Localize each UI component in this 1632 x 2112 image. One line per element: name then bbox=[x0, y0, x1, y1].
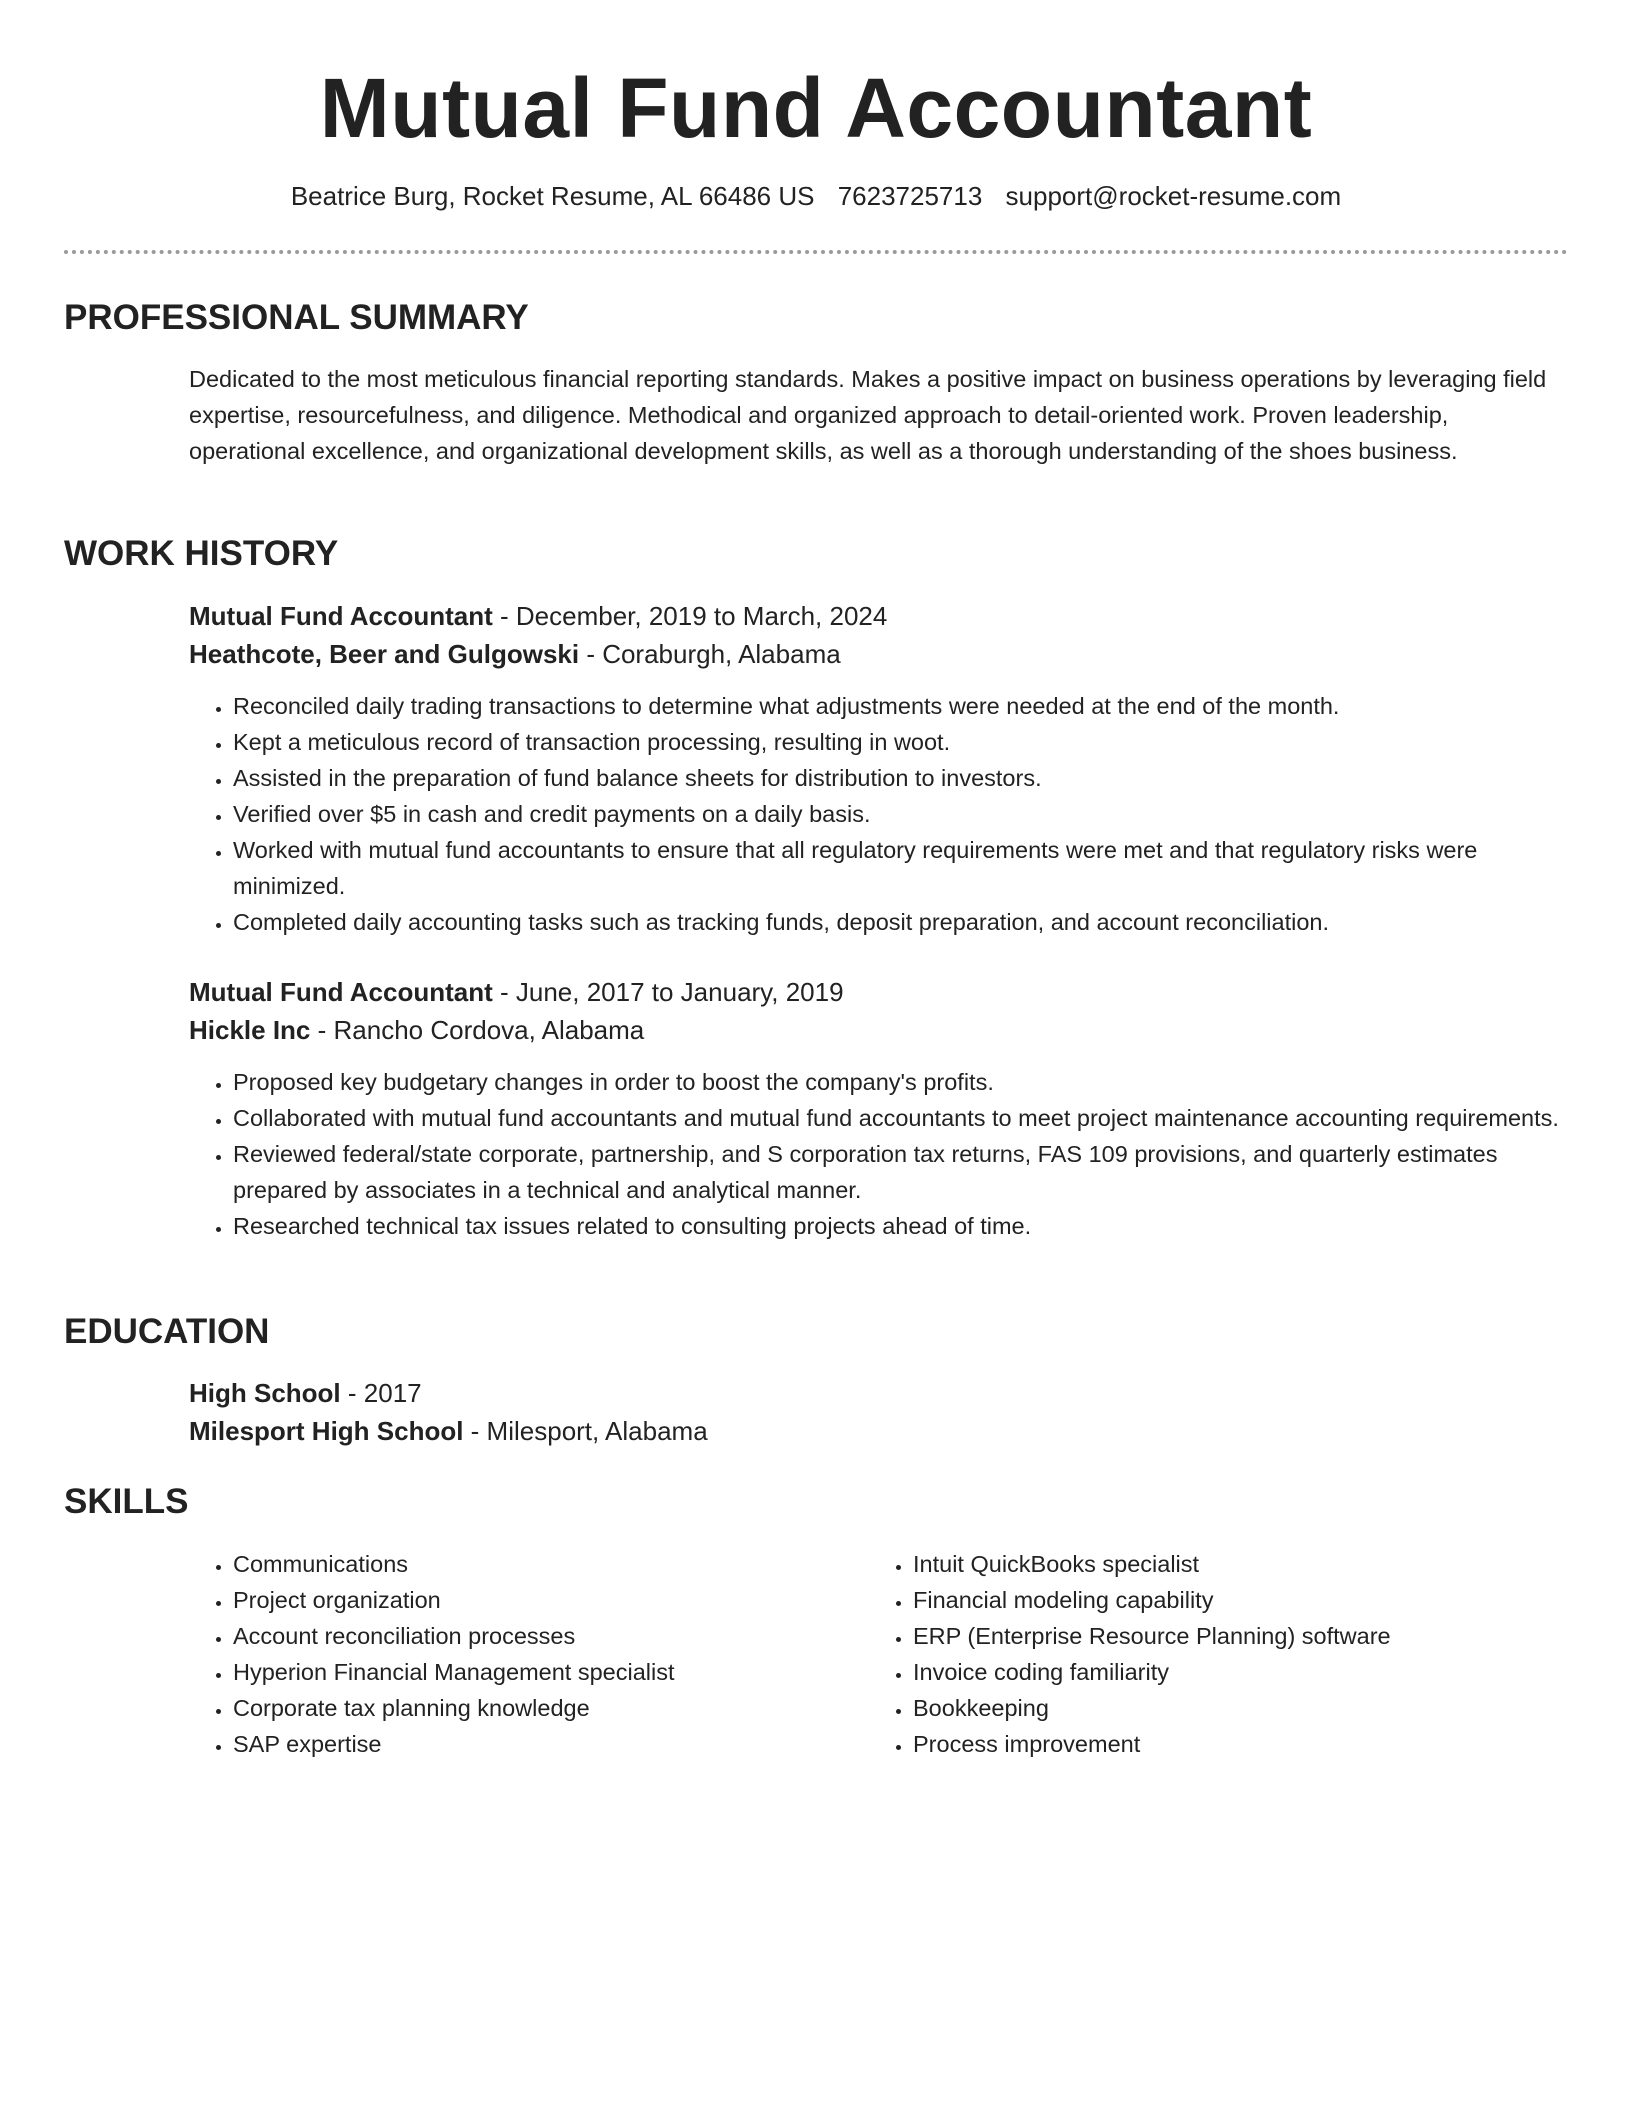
header-divider bbox=[64, 250, 1568, 254]
section-title-summary: PROFESSIONAL SUMMARY bbox=[64, 298, 529, 337]
resume-page bbox=[64, 0, 1568, 1757]
section-title-skills: SKILLS bbox=[64, 1482, 189, 1521]
skill-item: • Corporate tax planning knowledge bbox=[233, 1690, 829, 1726]
skills-column-left bbox=[189, 1546, 829, 1762]
job-bullet: • Reconciled daily trading transactions to determine what adjustments were needed at the end of the month. bbox=[233, 688, 1569, 724]
education-degree-line bbox=[189, 1374, 1569, 1412]
resume-title: Mutual Fund Accountant bbox=[319, 61, 1313, 155]
skills-list bbox=[869, 1546, 1509, 1762]
job-role-line bbox=[189, 973, 1569, 1011]
summary-block bbox=[189, 361, 1569, 469]
job-role: Mutual Fund Accountant bbox=[189, 601, 493, 631]
skill-item: • SAP expertise bbox=[233, 1726, 829, 1762]
education-entry bbox=[189, 1374, 1569, 1450]
job-company: Hickle Inc bbox=[189, 1015, 311, 1045]
skill-item: • Account reconciliation processes bbox=[233, 1618, 829, 1654]
skill-item: • Bookkeeping bbox=[913, 1690, 1509, 1726]
job-entry bbox=[189, 973, 1569, 1244]
job-role: Mutual Fund Accountant bbox=[189, 977, 493, 1007]
skill-item: • Process improvement bbox=[913, 1726, 1509, 1762]
job-company-line bbox=[189, 635, 1569, 673]
job-location: - Rancho Cordova, Alabama bbox=[310, 1015, 645, 1045]
job-bullet: • Researched technical tax issues related to consulting projects ahead of time. bbox=[233, 1208, 1569, 1244]
education-school-line bbox=[189, 1412, 1569, 1450]
job-bullet: • Worked with mutual fund accountants to ensure that all regulatory requirements were met and that regulatory risks were minimized. bbox=[233, 832, 1569, 904]
education-school: Milesport High School bbox=[189, 1416, 464, 1446]
skill-item: • Intuit QuickBooks specialist bbox=[913, 1546, 1509, 1582]
contact-phone: 7623725713 bbox=[837, 181, 983, 211]
skill-item: • Hyperion Financial Management specialist bbox=[233, 1654, 829, 1690]
education-year: - 2017 bbox=[340, 1378, 422, 1408]
job-company: Heathcote, Beer and Gulgowski bbox=[189, 639, 580, 669]
contact-address: Beatrice Burg, Rocket Resume, AL 66486 US bbox=[290, 181, 815, 211]
job-location: - Coraburgh, Alabama bbox=[579, 639, 841, 669]
job-bullets bbox=[189, 1064, 1569, 1244]
job-dates: - June, 2017 to January, 2019 bbox=[492, 977, 844, 1007]
job-bullet: • Proposed key budgetary changes in order to boost the company's profits. bbox=[233, 1064, 1569, 1100]
job-role-line bbox=[189, 597, 1569, 635]
job-bullet: • Reviewed federal/state corporate, partnership, and S corporation tax returns, FAS 109 provisions, and quarterly estimates prepared by associates in a technical and analytical manner. bbox=[233, 1136, 1569, 1208]
job-bullet: • Completed daily accounting tasks such as tracking funds, deposit preparation, and account reconciliation. bbox=[233, 904, 1569, 940]
education-degree: High School bbox=[189, 1378, 341, 1408]
job-bullet: • Collaborated with mutual fund accountants and mutual fund accountants to meet project maintenance accounting requirements. bbox=[233, 1100, 1569, 1136]
job-bullets bbox=[189, 688, 1569, 940]
job-bullet: • Assisted in the preparation of fund balance sheets for distribution to investors. bbox=[233, 760, 1569, 796]
skill-item: • ERP (Enterprise Resource Planning) software bbox=[913, 1618, 1509, 1654]
job-entry bbox=[189, 597, 1569, 940]
skills-column-right bbox=[869, 1546, 1509, 1762]
skill-item: • Financial modeling capability bbox=[913, 1582, 1509, 1618]
skill-item: • Communications bbox=[233, 1546, 829, 1582]
job-bullet: • Verified over $5 in cash and credit payments on a daily basis. bbox=[233, 796, 1569, 832]
contact-email: support@rocket-resume.com bbox=[1005, 181, 1342, 211]
skills-list bbox=[189, 1546, 829, 1762]
job-dates: - December, 2019 to March, 2024 bbox=[492, 601, 888, 631]
job-bullet: • Kept a meticulous record of transaction processing, resulting in woot. bbox=[233, 724, 1569, 760]
contact-line bbox=[64, 179, 1568, 213]
education-location: - Milesport, Alabama bbox=[463, 1416, 708, 1446]
job-company-line bbox=[189, 1011, 1569, 1049]
section-title-education: EDUCATION bbox=[64, 1312, 270, 1351]
section-title-work-history: WORK HISTORY bbox=[64, 534, 339, 573]
skill-item: • Project organization bbox=[233, 1582, 829, 1618]
summary-text: Dedicated to the most meticulous financial reporting standards. Makes a positive impact on business operations by leveraging field expertise, resourcefulness, and diligence. Methodical and organized approach to detail-oriented work. Proven leadership, operational excellence, and organizational development skills, as well as a thorough understanding of the shoes business. bbox=[189, 366, 1547, 464]
skill-item: • Invoice coding familiarity bbox=[913, 1654, 1509, 1690]
